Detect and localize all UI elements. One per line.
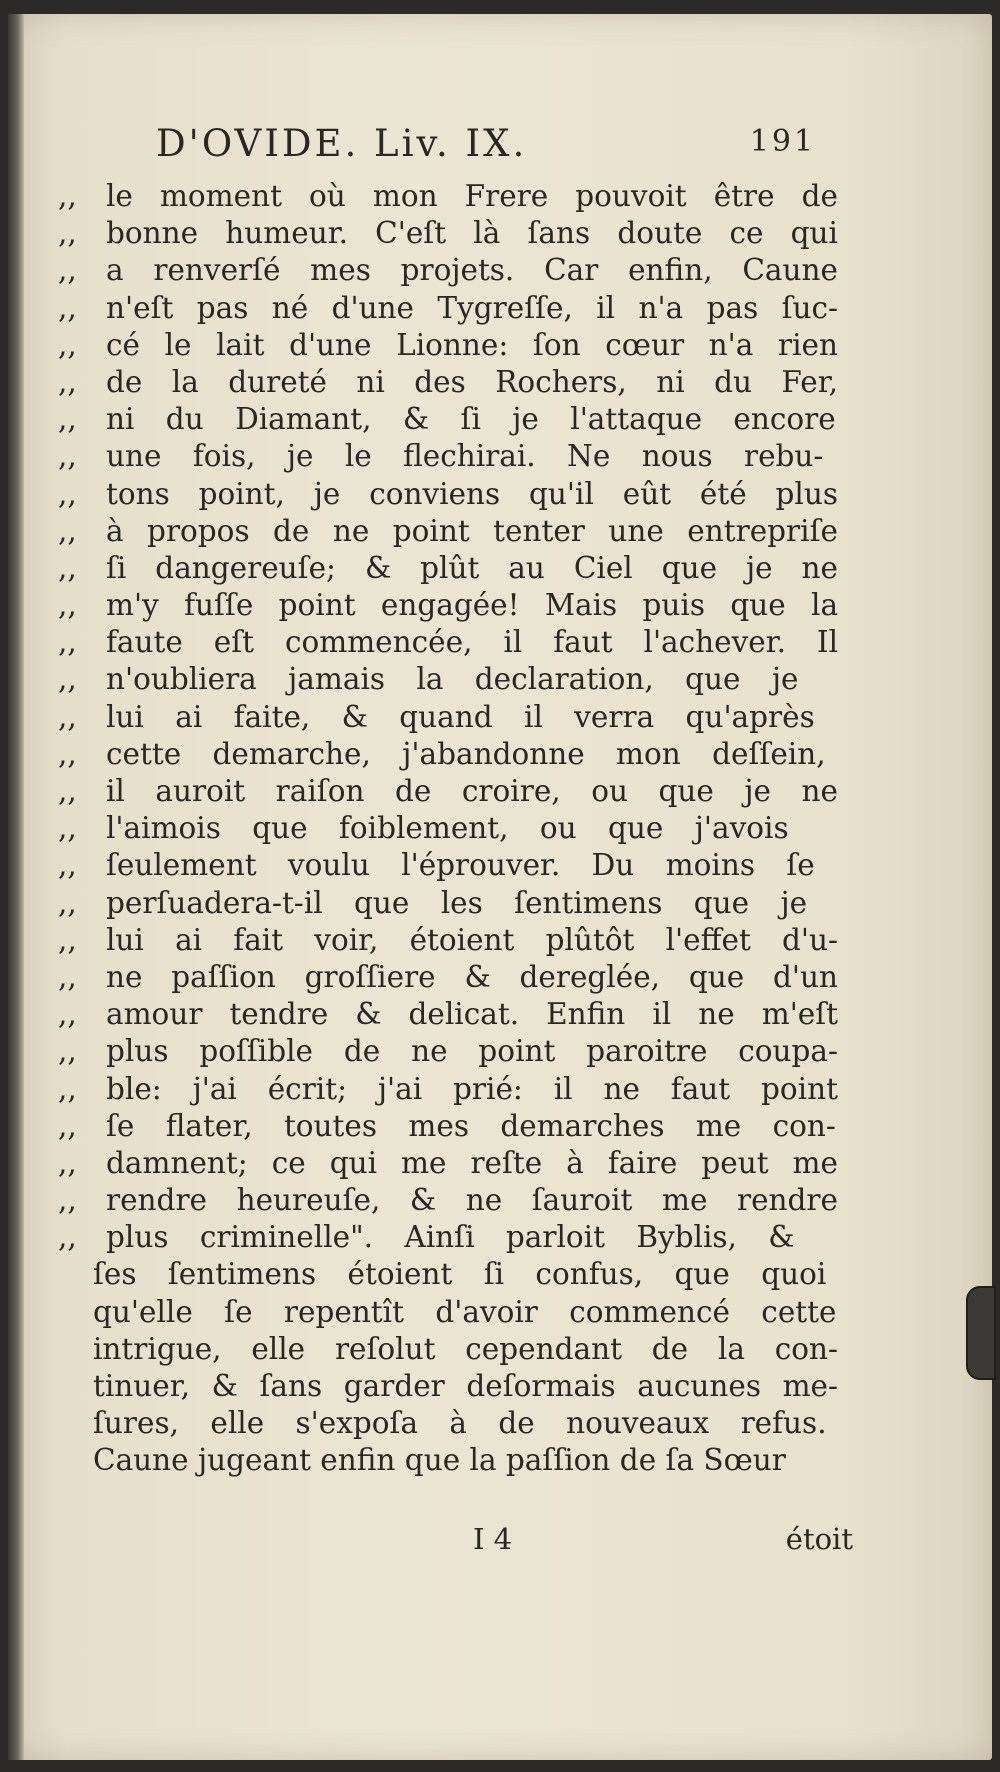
running-title: D'OVIDE. Liv. IX.: [156, 122, 528, 165]
text-line: [58, 364, 838, 401]
quote-marker: ,,: [58, 774, 77, 808]
line-text: a renverſé mes projets. Car enfin, Caune: [106, 253, 838, 288]
quote-marker: ,,: [58, 997, 77, 1032]
book-binding: [8, 14, 24, 1760]
page-number: 191: [749, 124, 816, 159]
quote-marker: ,,: [58, 550, 77, 585]
line-text: intrigue, elle reſolut cependant de la con-: [93, 1331, 838, 1366]
text-line: [58, 959, 838, 996]
text-line: [58, 996, 838, 1033]
line-text: faute eſt commencée, il faut l'achever. Il: [106, 625, 839, 660]
quote-marker: ,,: [58, 439, 77, 474]
text-line: [58, 327, 838, 364]
line-text: tons point, je conviens qu'il eût été plus: [106, 476, 838, 511]
text-line: [58, 773, 838, 810]
quote-marker: ,,: [58, 1034, 77, 1069]
line-text: n'eſt pas né d'une Tygreſſe, il n'a pas ſuc-: [106, 290, 838, 325]
line-text: m'y fuſſe point engagée! Mais puis que la: [106, 588, 839, 623]
line-text: à propos de ne point tenter une entrepriſe: [106, 513, 838, 548]
quote-marker: ,,: [58, 1145, 77, 1180]
text-line: [58, 1145, 838, 1182]
line-text: ſeulement voulu l'éprouver. Du moins ſe: [106, 848, 815, 883]
text-line: [58, 476, 838, 513]
line-text: ni du Diamant, & ſi je l'attaque encore: [106, 402, 836, 437]
text-line: [58, 550, 838, 587]
text-line: [58, 1256, 838, 1293]
line-text: l'aimois que foiblement, ou que j'avois: [106, 811, 789, 846]
text-line: [58, 438, 838, 475]
line-text: rendre heureuſe, & ne ſauroit me rendre: [106, 1183, 838, 1218]
line-text: lui ai faite, & quand il verra qu'après: [106, 699, 815, 734]
quote-marker: ,,: [58, 402, 77, 437]
quote-marker: ,,: [58, 216, 77, 251]
book-clasp: [966, 1286, 996, 1380]
quote-marker: ,,: [58, 959, 77, 994]
text-line: [58, 1442, 838, 1479]
line-text: damnent; ce qui me reſte à faire peut me: [106, 1145, 838, 1180]
text-line: [58, 661, 838, 698]
book-page: [8, 14, 992, 1760]
line-text: ne paſſion groſſiere & dereglée, que d'un: [106, 959, 839, 994]
text-line: [58, 1071, 838, 1108]
line-text: le moment où mon Frere pouvoit être de: [106, 179, 838, 213]
text-line: [58, 1033, 838, 1070]
quote-marker: ,,: [58, 1183, 77, 1218]
line-text: cé le lait d'une Lionne: ſon cœur n'a rien: [106, 327, 838, 362]
text-line: [58, 215, 838, 252]
quote-marker: ,,: [58, 625, 77, 660]
text-line: [58, 1182, 838, 1219]
text-line: [58, 252, 838, 289]
line-text: n'oubliera jamais la declaration, que je: [106, 662, 799, 697]
quote-marker: ,,: [58, 699, 77, 734]
text-line: [58, 699, 838, 736]
line-text: ſures, elle s'expoſa à de nouveaux refus.: [93, 1406, 827, 1441]
line-text: amour tendre & delicat. Enfin il ne m'eſt: [106, 997, 839, 1032]
body-text: [58, 178, 838, 1480]
line-text: de la dureté ni des Rochers, ni du Fer,: [106, 364, 838, 399]
line-text: plus poſſible de ne point paroitre coupa-: [106, 1034, 838, 1069]
text-line: [58, 587, 838, 624]
quote-marker: ,,: [58, 179, 77, 213]
quote-marker: ,,: [58, 848, 77, 883]
text-line: [58, 1405, 838, 1442]
text-line: [58, 1331, 838, 1368]
line-text: il auroit raiſon de croire, ou que je ne: [106, 774, 838, 808]
quote-marker: ,,: [58, 290, 77, 325]
quote-marker: ,,: [58, 885, 77, 920]
text-line: [58, 290, 838, 327]
line-text: tinuer, & ſans garder deſormais aucunes me-: [93, 1369, 838, 1403]
quote-marker: ,,: [58, 513, 77, 548]
text-line: [58, 1219, 838, 1256]
text-line: [58, 513, 838, 550]
text-line: [58, 1108, 838, 1145]
line-text: une fois, je le flechirai. Ne nous rebu-: [106, 439, 824, 474]
quote-marker: ,,: [58, 1071, 77, 1106]
line-text: perſuadera-t-il que les ſentimens que je: [106, 885, 808, 920]
text-line: [58, 624, 838, 661]
quote-marker: ,,: [58, 476, 77, 511]
line-text: plus criminelle". Ainſi parloit Byblis, &: [106, 1220, 795, 1255]
quote-marker: ,,: [58, 736, 77, 771]
quote-marker: ,,: [58, 588, 77, 623]
page-footer: [473, 1522, 853, 1562]
line-text: qu'elle ſe repentît d'avoir commencé cette: [93, 1294, 837, 1329]
text-line: [58, 401, 838, 438]
line-text: cette demarche, j'abandonne mon deſſein,: [106, 736, 826, 771]
quote-marker: ,,: [58, 922, 77, 957]
line-text: ſi dangereuſe; & plût au Ciel que je ne: [106, 550, 839, 585]
text-line: [58, 885, 838, 922]
quote-marker: ,,: [58, 364, 77, 399]
line-text: ble: j'ai écrit; j'ai prié: il ne faut point: [106, 1071, 838, 1106]
text-line: [58, 1294, 838, 1331]
quote-marker: ,,: [58, 327, 77, 362]
line-text: Caune jugeant enfin que la paſſion de ſa Sœur: [93, 1443, 786, 1478]
quote-marker: ,,: [58, 253, 77, 288]
text-line: [58, 810, 838, 847]
line-text: lui ai fait voir, étoient plûtôt l'effet d'u-: [106, 922, 839, 957]
line-text: ſe flater, toutes mes demarches me con-: [106, 1108, 836, 1143]
quote-marker: ,,: [58, 662, 77, 697]
text-line: [58, 847, 838, 884]
quote-marker: ,,: [58, 811, 77, 846]
line-text: bonne humeur. C'eſt là ſans doute ce qui: [106, 216, 838, 251]
quote-marker: ,,: [58, 1220, 77, 1255]
text-line: [58, 178, 838, 215]
text-line: [58, 1368, 838, 1405]
text-line: [58, 922, 838, 959]
text-line: [58, 736, 838, 773]
quote-marker: ,,: [58, 1108, 77, 1143]
catchword: étoit: [785, 1522, 853, 1556]
signature-mark: I 4: [473, 1522, 513, 1556]
page-header: [156, 122, 816, 172]
line-text: ſes ſentimens étoient ſi confus, que quoi: [93, 1257, 827, 1292]
